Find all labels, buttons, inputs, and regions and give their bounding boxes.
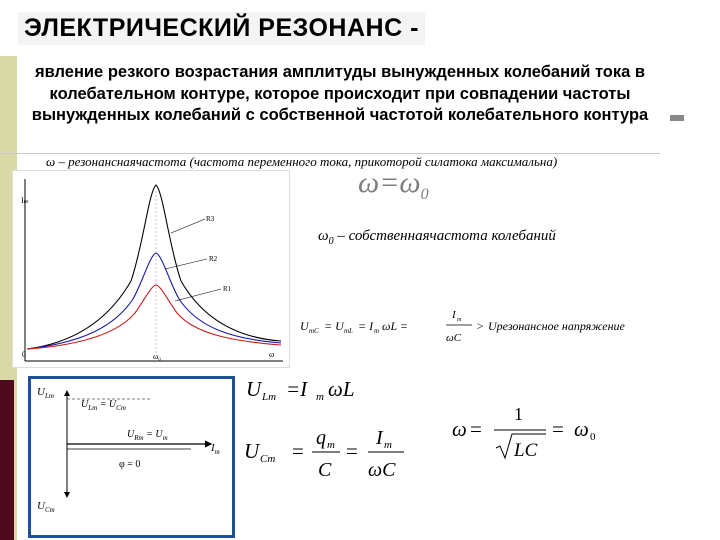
svg-text:1: 1	[514, 404, 523, 424]
r2-pointer	[165, 259, 207, 269]
resonance-voltage-svg	[300, 306, 700, 346]
svg-text:= U: = U	[324, 319, 344, 333]
svg-text:ωC: ωC	[368, 459, 396, 481]
svg-text:=: =	[292, 439, 304, 463]
svg-text:q: q	[316, 427, 326, 449]
svg-text:LC: LC	[514, 440, 538, 461]
svg-text:U: U	[244, 439, 260, 463]
formula-ulm	[244, 372, 384, 406]
svg-text:C: C	[318, 459, 332, 481]
svg-text:I: I	[452, 309, 456, 321]
omega0-sub: 0	[328, 236, 334, 247]
graph-omega-label: ω	[269, 350, 275, 359]
svg-text:=: =	[552, 417, 564, 441]
phasor-ulm-eq-ucm: $U_{Lm} = U_{Cm}$	[81, 399, 126, 412]
omega0-symbol: ω	[318, 228, 329, 244]
graph-omega0-label: ω₀	[153, 352, 162, 361]
curve-r2-label: R2	[209, 255, 218, 263]
svg-text:mC: mC	[309, 327, 319, 335]
curve-r1-label: R1	[223, 285, 232, 293]
svg-text:0: 0	[590, 431, 596, 443]
svg-text:mL: mL	[344, 327, 353, 335]
curve-r3	[27, 185, 281, 349]
svg-text:>: >	[476, 319, 485, 333]
svg-text:m: m	[384, 439, 392, 451]
definition-text: явление резкого возрастания амплитуды вынужденных колебаний тока в колебательном контуре, которое происходит при совпадении частоты вынужденных колебаний с собственной частотой колебательного контура	[31, 63, 649, 124]
svg-text:ωL: ωL	[328, 377, 355, 401]
phasor-ucm: $U_{Cm}$	[37, 500, 55, 514]
resonance-graph-svg	[13, 171, 289, 367]
omega0-text: – собственнаячастота колебаний	[333, 228, 556, 244]
graph-y-label: Iₘ	[21, 196, 29, 205]
svg-text:m: m	[457, 317, 462, 323]
svg-text:U: U	[300, 319, 309, 333]
slide-title: ЭЛЕКТРИЧЕСКИЙ РЕЗОНАНС -	[18, 12, 425, 45]
omega-symbol: ω	[358, 166, 380, 199]
svg-text:U: U	[246, 377, 262, 401]
svg-text:=I: =I	[286, 377, 308, 401]
phasor-phi: φ = 0	[119, 459, 141, 470]
svg-text:ωC: ωC	[446, 332, 462, 344]
formula-ucm	[242, 420, 432, 484]
omega-equals-omega0	[358, 166, 429, 204]
minus-icon	[670, 115, 684, 121]
svg-text:Cm: Cm	[260, 453, 276, 465]
formula-omega-resonance	[450, 400, 610, 464]
svg-text:=: =	[346, 439, 358, 463]
phasor-diagram	[28, 376, 235, 538]
r3-pointer	[171, 219, 205, 233]
svg-text:m: m	[374, 327, 380, 335]
omega-definition: ω – резонанснаячастота (частота переменного тока, прикоторой силатока максимальна)	[46, 154, 558, 169]
omega-rhs-sub: 0	[420, 186, 429, 203]
svg-text:ω: ω	[452, 417, 467, 441]
resonance-graph	[12, 170, 290, 368]
svg-text:=: =	[470, 417, 482, 441]
phasor-svg	[31, 379, 232, 535]
svg-text:ωL =: ωL =	[382, 319, 409, 333]
resonance-text: Uрезонансное напряжение	[488, 319, 625, 333]
svg-text:Lm: Lm	[262, 391, 277, 403]
omega0-definition	[318, 228, 556, 247]
resonance-voltage-formula	[300, 306, 700, 350]
omega-rhs: =ω	[379, 166, 421, 199]
phasor-ulm: $U_{Lm}$	[37, 386, 54, 400]
curve-r3-label: R3	[206, 215, 215, 223]
svg-text:m: m	[327, 439, 335, 451]
svg-text:ω: ω	[574, 417, 589, 441]
r1-pointer	[175, 289, 221, 301]
svg-text:= I: = I	[358, 319, 374, 333]
svg-text:m: m	[316, 391, 324, 403]
left-accent-bar-dark	[0, 380, 14, 540]
phasor-ur-eq-um: $U_{Rm} = U_m$	[127, 429, 168, 442]
phasor-im: $I_m$	[211, 442, 220, 456]
curve-r2	[27, 253, 281, 349]
graph-origin-label: 0	[22, 350, 26, 359]
svg-text:I: I	[376, 427, 383, 449]
